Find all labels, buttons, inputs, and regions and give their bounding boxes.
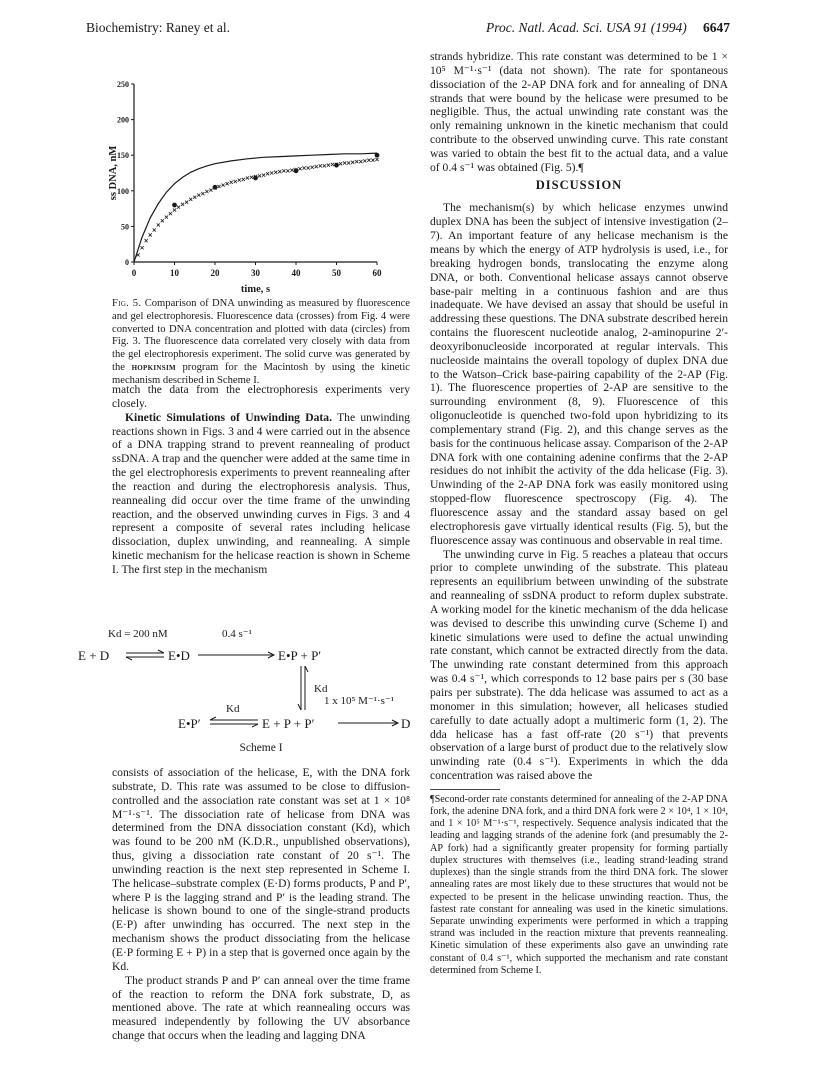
right-p-top: strands hybridize. This rate constant was determined to be 1 × 10⁵ M⁻¹·s⁻¹ (data not shown). The rate for spontaneous dissociation of the 2-AP DNA fork and for annealing of DNA strands that were bound by the helicase were presumed to be negligible. Thus, the actual unwinding rate constant was the only remaining unknown in the kinetic mechanism that could contribute to the observed unwinding curve. This rate constant was varied to obtain the best fit to the actual data, and a value of 0.4 s⁻¹ was obtained (Fig. 5).¶: [430, 50, 728, 174]
fluorescence-point: [173, 208, 176, 211]
left-p3: The product strands P and P′ can anneal over the time frame of the reaction to reform the DNA fork substrate, D, as mentioned above. The rate at which reannealing occurs was measured independently by following the UV absorbance change that occurs when the leading and lagging DNA: [112, 973, 410, 1043]
right-p1: The mechanism(s) by which helicase enzymes unwind duplex DNA has been the subject of intensive investigation (2–7). An important feature of any helicase mechanism is the means by which the energy of ATP hydrolysis is used, i.e., for breaking hydrogen bonds, translocating the enzyme along DNA, or both. Conventional helicase assays cannot observe base-pair melting in a continuous fashion and are thus inadequate. We have devised an assay that should be useful in addressing these questions. The DNA substrate described herein contains the fluorescent nucleotide analog, 2-aminopurine 2′-deoxyribonucleoside incorporated at regular intervals. This nucleoside maintains the overall topology of duplex DNA due to the Watson–Crick base-pairing capability of the 2-AP (Fig. 1). The fluorescence properties of 2-AP are sensitive to the surrounding environment (8, 9). Fluorescence of this oligonucleotide is quenched two-fold upon hybridizing to its complementary strand (Fig. 2), and this change serves as the basis for the continuous helicase assay. Comparison of the 2-AP DNA fork with one containing adenine confirms that the 2-AP residues do not inhibit the activity of the dda helicase (Fig. 3). Unwinding of the 2-AP DNA fork was easily monitored using stopped-flow fluorescence spectroscopy (Fig. 4). The fluorescence assay and the standard assay based on gel electrophoresis gave virtually identical results (Fig. 5), but the fluorescence assay was continuous and observable in real time.: [430, 201, 728, 547]
fluorescence-point: [157, 223, 160, 226]
fluorescence-point: [307, 166, 310, 169]
fluorescence-point: [359, 160, 362, 163]
fluorescence-point: [197, 193, 200, 196]
fluorescence-point: [278, 170, 281, 173]
left-column-upper: [112, 383, 410, 577]
y-tick-label: 150: [117, 151, 129, 161]
fluorescence-point: [347, 161, 350, 164]
gel-point: [334, 163, 339, 168]
fluorescence-point: [286, 169, 289, 172]
fluorescence-point: [274, 171, 277, 174]
fluorescence-point: [222, 184, 225, 187]
scheme-prod2: E + P + P′: [262, 716, 315, 731]
fluorescence-point: [246, 176, 249, 179]
scheme-ep2: E•P′: [178, 716, 201, 731]
y-axis-label: ss DNA, nM: [108, 145, 119, 201]
fluorescence-point: [217, 185, 220, 188]
x-tick-label: 50: [332, 268, 341, 278]
discussion-heading: DISCUSSION: [535, 177, 623, 192]
scheme-prod1: E•P + P′: [278, 648, 322, 663]
fluorescence-point: [153, 228, 156, 231]
scheme-rate1: 0.4 s⁻¹: [222, 628, 252, 640]
x-axis-label: time, s: [240, 284, 271, 295]
fluorescence-point: [149, 233, 152, 236]
fluorescence-point: [209, 188, 212, 191]
fluorescence-point: [250, 176, 253, 179]
caption-program: hopkinsim: [131, 361, 176, 373]
fluorescence-point: [327, 164, 330, 167]
fluorescence-point: [266, 172, 269, 175]
fluorescence-point: [351, 161, 354, 164]
fluorescence-point: [169, 212, 172, 215]
figure-5-caption: [112, 298, 410, 388]
fluorescence-point: [375, 158, 378, 161]
fluorescence-point: [311, 166, 314, 169]
fluorescence-point: [303, 166, 306, 169]
fluorescence-point: [298, 167, 301, 170]
fluorescence-point: [238, 179, 241, 182]
fluorescence-point: [282, 169, 285, 172]
left-p1-body: The unwinding reactions shown in Figs. 3 and 4 were carried out in the absence of a DNA trapping strand to prevent reannealing of product ssDNA. A trap and the quencher were added at the same time in the gel electrophoresis experiments to prevent reannealing after the reaction and during the electrophoresis analysis. Thus, reannealing did occur over the time frame of the unwinding reaction, and the observed unwinding curves in Figs. 3 and 4 represent a composite of several rates including helicase dissociation, duplex unwinding, and reannealing. A simple kinetic mechanism for the helicase reaction is shown in Scheme I. The first step in the mechanism: [112, 410, 410, 576]
fluorescence-point: [161, 219, 164, 222]
y-tick-label: 200: [117, 115, 129, 125]
header-authors: Biochemistry: Raney et al.: [86, 20, 230, 35]
caption-label: Fig. 5.: [112, 298, 142, 309]
y-tick-label: 100: [117, 186, 129, 196]
x-tick-label: 10: [170, 268, 179, 278]
simulation-curve: [134, 153, 377, 262]
footnote: ¶Second-order rate constants determined for annealing of the 2-AP DNA fork, the adenine DNA fork, and a third DNA fork were 2 × 10⁴, 1 × 10⁴, and 1 × 10⁵ M⁻¹·s⁻¹, respectively. Sequence analysis indicated that the leading and lagging strands of the adenine fork (and presumably the 2-AP fork) had a significantly greater propensity for forming partially duplex structures with themselves (i.e., leading strand·leading strand duplexes) than the single strands from the third DNA fork. The slower annealing rates are most likely due to these structures that would not be expected to be present in the helicase unwinding reaction. Thus, the fastest rate constant for annealing was used in the kinetic simulations. Separate unwinding experiments were performed in which a trapping strand was included in the reaction mixture that prevents reannealing. Kinetic simulation of these experiments also gave an unwinding rate constant of 0.4 s⁻¹, which supported the mechanism and rate constant determined from Scheme I.: [430, 793, 728, 976]
x-tick-label: 60: [372, 268, 382, 278]
header-journal: Proc. Natl. Acad. Sci. USA 91 (1994): [486, 20, 687, 35]
x-tick-label: 30: [251, 268, 260, 278]
fluorescence-point: [331, 163, 334, 166]
gel-point: [172, 203, 177, 208]
fluorescence-point: [234, 180, 237, 183]
left-p1: [112, 411, 410, 577]
section-title-kinetic: Kinetic Simulations of Unwinding Data.: [125, 410, 332, 424]
y-tick-label: 250: [117, 80, 129, 89]
x-tick-label: 0: [131, 268, 137, 278]
fluorescence-point: [355, 160, 358, 163]
gel-point: [213, 185, 218, 190]
scheme-kd-side: Kd: [314, 683, 328, 695]
fluorescence-point: [343, 161, 346, 164]
caption-text-b: program for the Macintosh by using the kinetic mechanism described in Scheme I.: [112, 361, 410, 386]
scheme-rate2: 1 x 10⁵ M⁻¹·s⁻¹: [324, 695, 395, 707]
left-column-lower: [112, 766, 410, 1043]
left-p2: consists of association of the helicase, E, with the DNA fork substrate, D. This rate was assumed to be close to diffusion-controlled and the association rate constant was set at 1 × 10⁸ M⁻¹·s⁻¹. The dissociation rate of helicase from DNA was determined from the DNA dissociation constant (Kd), which was found to be 200 nM (K.D.R., unpublished observations), thus, giving a dissociation rate constant of 20 s⁻¹. The unwinding reaction is the next step represented in Scheme I. The helicase–substrate complex (E·D) forms products, P and P′, where P is the lagging strand and P′ is the leading strand. The helicase is shown bound to one of the single-strand products (E·P) after unwinding has occurred. The next step in the mechanism shows the product dissociating from the helicase (E·P forming E + P) in a step that is governed once again by the Kd.: [112, 766, 410, 973]
caption-text-a: Comparison of DNA unwinding as measured by fluorescence and gel electrophoresis. Fluorescence data (crosses) from Fig. 4 were converted to DNA concentration and plotted with data (circles) from Fig. 3. The fluorescence data correlated very closely with data from the gel electrophoresis experiment. The solid curve was generated by the: [112, 298, 410, 373]
fluorescence-point: [363, 159, 366, 162]
fluorescence-point: [323, 164, 326, 167]
right-column: [430, 50, 728, 977]
page-number: 6647: [703, 20, 730, 35]
figure-5-chart: [108, 76, 402, 302]
fluorescence-point: [205, 190, 208, 193]
running-header: [86, 20, 730, 40]
fluorescence-point: [315, 165, 318, 168]
fluorescence-point: [141, 246, 144, 249]
scheme-1: [76, 622, 416, 742]
y-tick-label: 50: [121, 222, 129, 232]
fluorescence-point: [201, 192, 204, 195]
fluorescence-point: [165, 216, 168, 219]
fluorescence-point: [181, 203, 184, 206]
right-p2: The unwinding curve in Fig. 5 reaches a plateau that occurs prior to complete unwinding of the substrate. This plateau represents an equilibrium between unwinding of the substrate and reannealing of ssDNA product to reform duplex substrate. A working model for the kinetic mechanism of the dda helicase was devised to describe this unwinding curve (Scheme I) and kinetic simulations were used to define the actual unwinding rate constant, which cannot be extracted directly from the data. The unwinding rate constant determined from this approach was 0.4 s⁻¹, which corresponds to 12 base pairs per s (30 base pairs per substrate). The dda helicase was assumed to act as a monomer in this simulation; however, all helicases studied carefully to date actually adopt a multimeric form (1, 2). The dda helicase has a fast off-rate (20 s⁻¹) that prevents observation of a large burst of product due to the relatively slow unwinding rate (0.4 s⁻¹). Experiments in which the dda concentration was raised above the: [430, 547, 728, 783]
fluorescence-point: [193, 196, 196, 199]
scheme-kd-top: Kd = 200 nM: [108, 628, 168, 640]
fluorescence-point: [367, 159, 370, 162]
x-tick-label: 40: [291, 268, 301, 278]
scheme-ed: E•D: [168, 648, 190, 663]
fluorescence-point: [270, 171, 273, 174]
fluorescence-point: [258, 174, 261, 177]
scheme-lhs: E + D: [78, 648, 110, 663]
fluorescence-point: [177, 206, 180, 209]
fluorescence-point: [290, 169, 293, 172]
fluorescence-point: [371, 159, 374, 162]
scheme-title: Scheme I: [239, 742, 283, 754]
y-tick-label: 0: [125, 258, 129, 267]
scheme-d-end: D: [401, 716, 411, 731]
fluorescence-point: [226, 182, 229, 185]
fluorescence-point: [185, 201, 188, 204]
fluorescence-point: [339, 162, 342, 165]
x-tick-label: 20: [210, 268, 220, 278]
fluorescence-point: [230, 181, 233, 184]
fluorescence-point: [262, 174, 265, 177]
fluorescence-point: [189, 198, 192, 201]
footnote-rule: [430, 789, 500, 790]
left-p0: match the data from the electrophoresis experiments very closely.: [112, 383, 410, 410]
fluorescence-point: [242, 178, 245, 181]
fluorescence-point: [319, 164, 322, 167]
fluorescence-point: [145, 239, 148, 242]
scheme-kd-bottom: Kd: [226, 703, 240, 715]
